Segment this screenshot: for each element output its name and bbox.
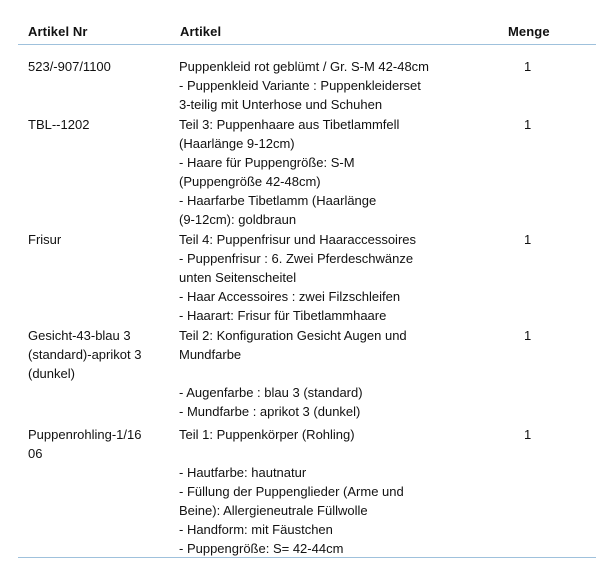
cell-menge: 1 [524, 59, 532, 74]
cell-artikel [179, 230, 499, 325]
table-bottom-divider [18, 557, 596, 558]
artikel-line: Teil 2: Konfiguration Gesicht Augen und [179, 328, 407, 343]
artikel-nr-line: Puppenrohling-1/16 [28, 427, 142, 442]
cell-artikel-nr [28, 230, 173, 249]
artikel-line: unten Seitenscheitel [179, 270, 297, 285]
artikel-nr-line: (standard)-aprikot 3 [28, 347, 142, 362]
artikel-line: - Puppenkleid Variante : Puppenkleiderset [179, 78, 421, 93]
artikel-nr-line: Frisur [28, 232, 62, 247]
artikel-line: - Haare für Puppengröße: S-M [179, 155, 355, 170]
artikel-nr-line: 523/-907/1100 [28, 59, 111, 74]
artikel-nr-line: TBL--1202 [28, 117, 90, 132]
blank-line [179, 444, 499, 463]
column-header-artikel-nr: Artikel Nr [28, 24, 88, 39]
artikel-nr-line: 06 [28, 446, 43, 461]
artikel-line: - Puppengröße: S= 42-44cm [179, 541, 344, 556]
cell-artikel [179, 57, 499, 114]
artikel-line: - Haar Accessoires : zwei Filzschleifen [179, 289, 401, 304]
artikel-nr-line: Gesicht-43-blau 3 [28, 328, 131, 343]
artikel-nr-line: (dunkel) [28, 366, 75, 381]
artikel-line: Teil 4: Puppenfrisur und Haaraccessoires [179, 232, 417, 247]
cell-artikel [179, 425, 499, 558]
artikel-line: (Puppengröße 42-48cm) [179, 174, 321, 189]
column-header-menge: Menge [508, 24, 550, 39]
artikel-line: (Haarlänge 9-12cm) [179, 136, 295, 151]
cell-artikel-nr [28, 57, 173, 76]
artikel-line: Mundfarbe [179, 347, 242, 362]
artikel-line: - Hautfarbe: hautnatur [179, 465, 307, 480]
artikel-line: - Mundfarbe : aprikot 3 (dunkel) [179, 404, 361, 419]
artikel-line: Teil 1: Puppenkörper (Rohling) [179, 427, 355, 442]
cell-artikel-nr [28, 425, 173, 463]
artikel-line: - Füllung der Puppenglieder (Arme und [179, 484, 404, 499]
cell-menge: 1 [524, 117, 532, 132]
cell-artikel [179, 326, 499, 421]
column-header-artikel: Artikel [180, 24, 222, 39]
blank-line [179, 364, 499, 383]
artikel-line: Teil 3: Puppenhaare aus Tibetlammfell [179, 117, 400, 132]
cell-menge: 1 [524, 427, 532, 442]
header-divider [18, 44, 596, 45]
artikel-line: Puppenkleid rot geblümt / Gr. S-M 42-48cm [179, 59, 430, 74]
cell-menge: 1 [524, 232, 532, 247]
artikel-line: 3-teilig mit Unterhose und Schuhen [179, 97, 383, 112]
artikel-line: - Augenfarbe : blau 3 (standard) [179, 385, 363, 400]
artikel-line: - Haarart: Frisur für Tibetlammhaare [179, 308, 387, 323]
artikel-line: - Haarfarbe Tibetlamm (Haarlänge [179, 193, 377, 208]
artikel-line: - Handform: mit Fäustchen [179, 522, 333, 537]
artikel-line: Beine): Allergieneutrale Füllwolle [179, 503, 368, 518]
cell-artikel-nr [28, 326, 173, 383]
cell-artikel-nr [28, 115, 173, 134]
cell-menge: 1 [524, 328, 532, 343]
cell-artikel [179, 115, 499, 229]
artikel-line: (9-12cm): goldbraun [179, 212, 297, 227]
artikel-line: - Puppenfrisur : 6. Zwei Pferdeschwänze [179, 251, 414, 266]
